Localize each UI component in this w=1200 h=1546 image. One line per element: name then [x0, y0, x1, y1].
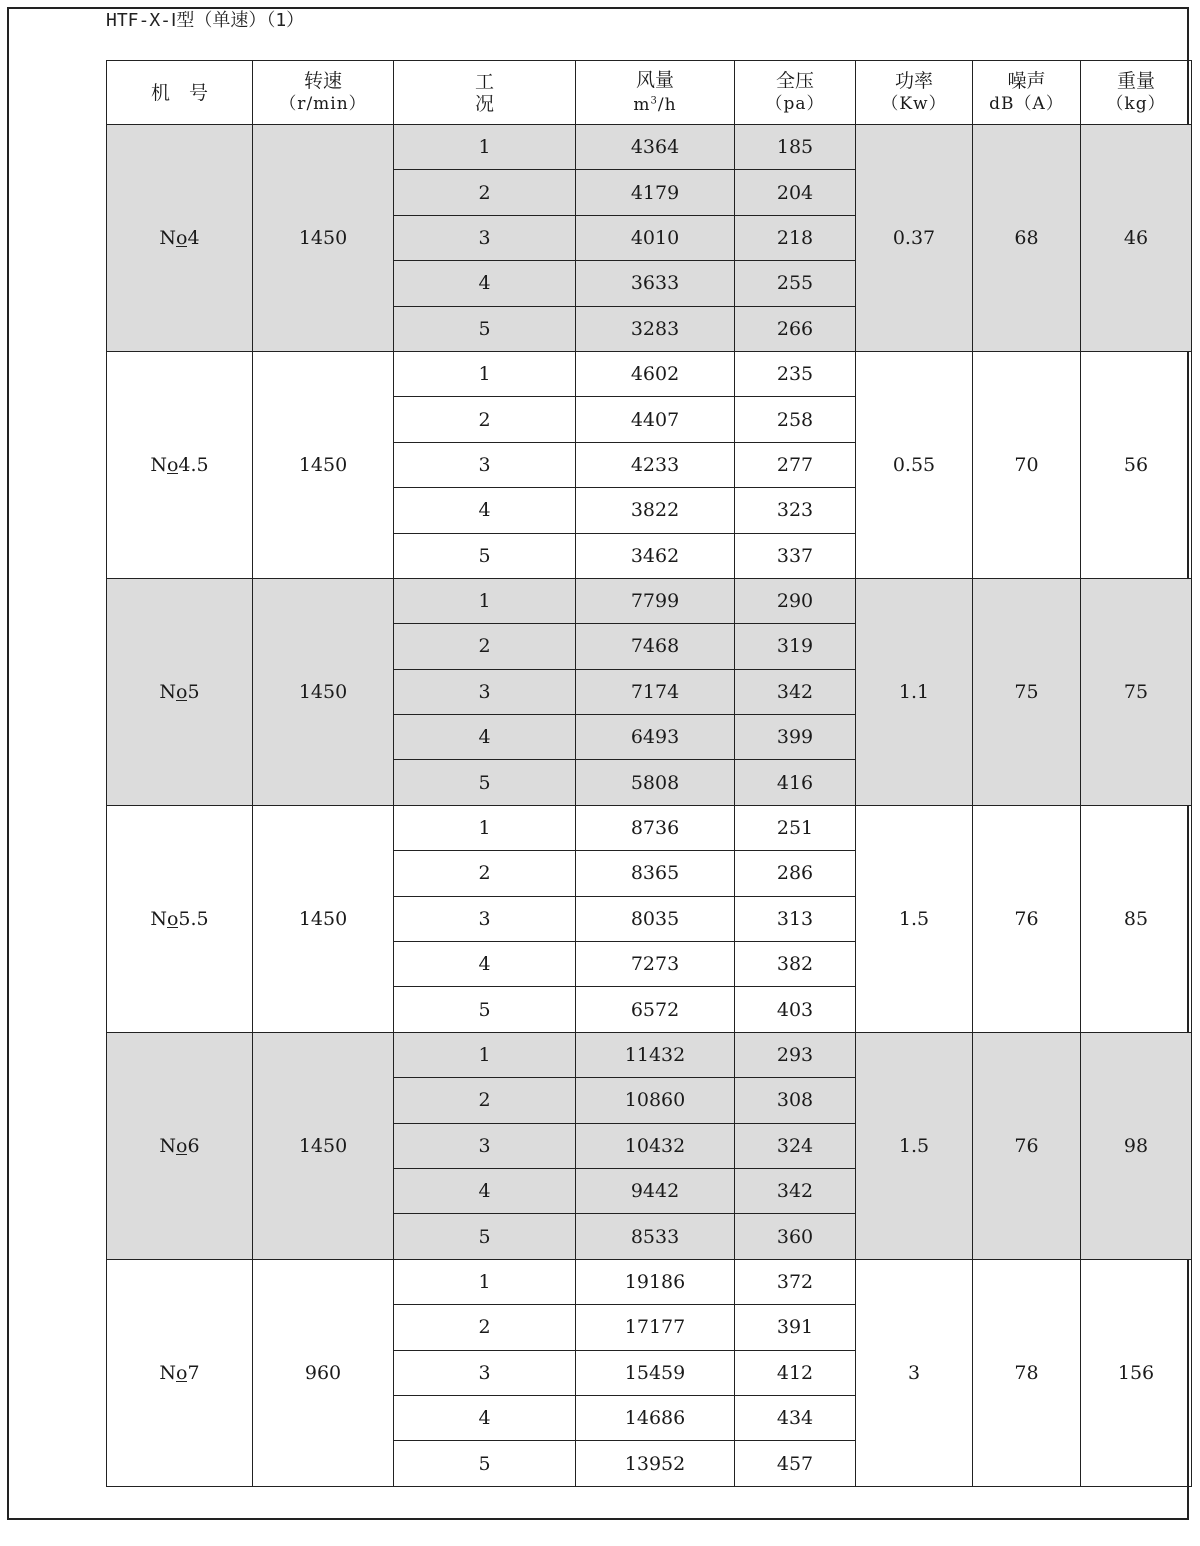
condition-cell: 3: [394, 1350, 576, 1395]
table-row: [107, 1259, 1192, 1304]
airflow-cell: 19186: [576, 1259, 735, 1304]
header-airflow: 风量 $m^3/h$: [576, 61, 735, 125]
noise-cell: 76: [973, 1032, 1081, 1259]
pressure-cell: 235: [735, 351, 856, 396]
table-row: [107, 351, 1192, 396]
header-model: 机 号: [107, 61, 253, 125]
power-cell: 0.37: [856, 125, 973, 352]
power-cell: 1.5: [856, 805, 973, 1032]
pressure-cell: 185: [735, 125, 856, 170]
weight-cell: 56: [1081, 351, 1192, 578]
condition-cell: 2: [394, 397, 576, 442]
airflow-cell: 8533: [576, 1214, 735, 1259]
pressure-cell: 286: [735, 851, 856, 896]
pressure-cell: 293: [735, 1032, 856, 1077]
airflow-cell: 6493: [576, 715, 735, 760]
model-number-cell: No5: [107, 578, 253, 805]
condition-cell: 2: [394, 1305, 576, 1350]
pressure-cell: 360: [735, 1214, 856, 1259]
weight-cell: 46: [1081, 125, 1192, 352]
condition-cell: 5: [394, 306, 576, 351]
weight-cell: 156: [1081, 1259, 1192, 1486]
model-number-cell: No4.5: [107, 351, 253, 578]
model-number-cell: No6: [107, 1032, 253, 1259]
noise-cell: 68: [973, 125, 1081, 352]
condition-cell: 4: [394, 715, 576, 760]
condition-cell: 1: [394, 805, 576, 850]
condition-cell: 3: [394, 442, 576, 487]
pressure-cell: 255: [735, 261, 856, 306]
airflow-cell: 4179: [576, 170, 735, 215]
pressure-cell: 416: [735, 760, 856, 805]
condition-cell: 5: [394, 987, 576, 1032]
header-pressure: 全压 （pa）: [735, 61, 856, 125]
model-number-cell: No4: [107, 125, 253, 352]
condition-cell: 1: [394, 351, 576, 396]
condition-cell: 5: [394, 1441, 576, 1486]
airflow-cell: 10860: [576, 1078, 735, 1123]
airflow-cell: 17177: [576, 1305, 735, 1350]
airflow-cell: 8736: [576, 805, 735, 850]
condition-cell: 3: [394, 669, 576, 714]
model-number-cell: No7: [107, 1259, 253, 1486]
pressure-cell: 342: [735, 669, 856, 714]
pressure-cell: 266: [735, 306, 856, 351]
airflow-cell: 4602: [576, 351, 735, 396]
condition-cell: 1: [394, 125, 576, 170]
airflow-cell: 7468: [576, 624, 735, 669]
noise-cell: 78: [973, 1259, 1081, 1486]
condition-cell: 4: [394, 488, 576, 533]
pressure-cell: 382: [735, 942, 856, 987]
speed-cell: 1450: [253, 351, 394, 578]
airflow-cell: 10432: [576, 1123, 735, 1168]
noise-cell: 70: [973, 351, 1081, 578]
condition-cell: 3: [394, 896, 576, 941]
condition-cell: 1: [394, 578, 576, 623]
airflow-cell: 6572: [576, 987, 735, 1032]
condition-cell: 3: [394, 215, 576, 260]
pressure-cell: 290: [735, 578, 856, 623]
weight-cell: 98: [1081, 1032, 1192, 1259]
airflow-cell: 13952: [576, 1441, 735, 1486]
airflow-cell: 4407: [576, 397, 735, 442]
pressure-cell: 324: [735, 1123, 856, 1168]
pressure-cell: 308: [735, 1078, 856, 1123]
condition-cell: 4: [394, 942, 576, 987]
airflow-cell: 4233: [576, 442, 735, 487]
speed-cell: 1450: [253, 805, 394, 1032]
pressure-cell: 457: [735, 1441, 856, 1486]
pressure-cell: 403: [735, 987, 856, 1032]
pressure-cell: 391: [735, 1305, 856, 1350]
airflow-cell: 15459: [576, 1350, 735, 1395]
airflow-cell: 11432: [576, 1032, 735, 1077]
pressure-cell: 372: [735, 1259, 856, 1304]
airflow-cell: 9442: [576, 1168, 735, 1213]
airflow-cell: 7273: [576, 942, 735, 987]
condition-cell: 2: [394, 851, 576, 896]
power-cell: 0.55: [856, 351, 973, 578]
airflow-cell: 7174: [576, 669, 735, 714]
airflow-cell: 7799: [576, 578, 735, 623]
header-power: 功率 （Kw）: [856, 61, 973, 125]
condition-cell: 5: [394, 760, 576, 805]
airflow-cell: 8035: [576, 896, 735, 941]
pressure-cell: 218: [735, 215, 856, 260]
weight-cell: 75: [1081, 578, 1192, 805]
power-cell: 1.1: [856, 578, 973, 805]
airflow-cell: 5808: [576, 760, 735, 805]
noise-cell: 76: [973, 805, 1081, 1032]
speed-cell: 1450: [253, 578, 394, 805]
fan-performance-table: [106, 60, 1192, 1487]
condition-cell: 5: [394, 1214, 576, 1259]
airflow-cell: 3633: [576, 261, 735, 306]
table-row: [107, 125, 1192, 170]
pressure-cell: 251: [735, 805, 856, 850]
header-weight: 重量 （kg）: [1081, 61, 1192, 125]
pressure-cell: 342: [735, 1168, 856, 1213]
table-row: [107, 1032, 1192, 1077]
condition-cell: 2: [394, 170, 576, 215]
condition-cell: 2: [394, 624, 576, 669]
airflow-cell: 4010: [576, 215, 735, 260]
power-cell: 1.5: [856, 1032, 973, 1259]
speed-cell: 1450: [253, 125, 394, 352]
header-speed: 转速 （r/min）: [253, 61, 394, 125]
airflow-cell: 3822: [576, 488, 735, 533]
condition-cell: 5: [394, 533, 576, 578]
power-cell: 3: [856, 1259, 973, 1486]
airflow-cell: 3462: [576, 533, 735, 578]
condition-cell: 1: [394, 1032, 576, 1077]
header-noise: 噪声 dB（A）: [973, 61, 1081, 125]
pressure-cell: 277: [735, 442, 856, 487]
pressure-cell: 323: [735, 488, 856, 533]
pressure-cell: 434: [735, 1395, 856, 1440]
speed-cell: 1450: [253, 1032, 394, 1259]
model-number-cell: No5.5: [107, 805, 253, 1032]
condition-cell: 3: [394, 1123, 576, 1168]
condition-cell: 4: [394, 261, 576, 306]
pressure-cell: 412: [735, 1350, 856, 1395]
pressure-cell: 258: [735, 397, 856, 442]
condition-cell: 4: [394, 1168, 576, 1213]
pressure-cell: 313: [735, 896, 856, 941]
pressure-cell: 204: [735, 170, 856, 215]
condition-cell: 2: [394, 1078, 576, 1123]
document-title: HTF-X-Ⅰ型（单速）（1）: [106, 10, 305, 31]
condition-cell: 1: [394, 1259, 576, 1304]
pressure-cell: 319: [735, 624, 856, 669]
airflow-cell: 4364: [576, 125, 735, 170]
pressure-cell: 399: [735, 715, 856, 760]
noise-cell: 75: [973, 578, 1081, 805]
table-row: [107, 805, 1192, 850]
weight-cell: 85: [1081, 805, 1192, 1032]
pressure-cell: 337: [735, 533, 856, 578]
airflow-cell: 14686: [576, 1395, 735, 1440]
airflow-cell: 3283: [576, 306, 735, 351]
airflow-cell: 8365: [576, 851, 735, 896]
condition-cell: 4: [394, 1395, 576, 1440]
table-row: [107, 578, 1192, 623]
table-header-row: [107, 61, 1192, 125]
speed-cell: 960: [253, 1259, 394, 1486]
header-condition: 工 况: [394, 61, 576, 125]
